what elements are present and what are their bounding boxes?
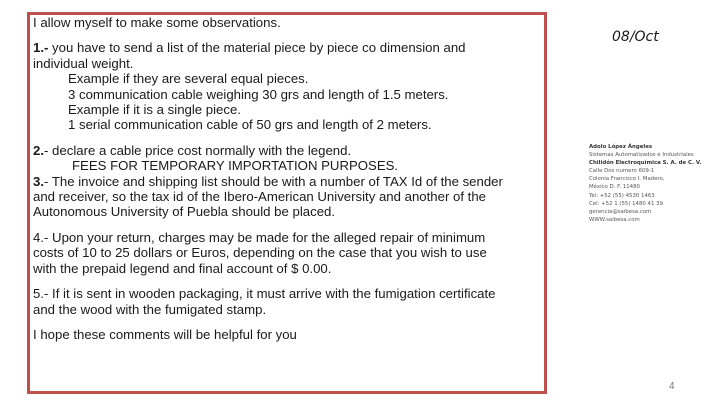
card-name: Adolo López Ángeles <box>589 144 653 150</box>
item-3-number: 3. <box>33 173 44 189</box>
card-website: WWW.saibesa.com <box>589 216 640 223</box>
item-2-legend: FEES FOR TEMPORARY IMPORTATION PURPOSES. <box>72 158 399 174</box>
document-body <box>33 15 553 342</box>
item-5-line-2: and the wood with the fumigated stamp. <box>33 301 267 317</box>
item-4-line-3: with the prepaid legend and final account of $ 0.00. <box>33 260 332 276</box>
card-line: Colonia Francisco I. Madero, <box>589 176 665 183</box>
item-1-text: you have to send a list of the material piece by piece co dimension and <box>48 40 466 56</box>
card-email: gerencia@saibesa.com <box>589 208 652 215</box>
item-3-line-1 <box>33 174 553 189</box>
item-1-line-2: individual weight. <box>33 55 134 71</box>
intro-line: I allow myself to make some observations. <box>33 15 281 30</box>
closing-line: I hope these comments will be helpful for you <box>33 326 297 342</box>
item-2-number: 2. <box>33 142 44 158</box>
item-3-text: - The invoice and shipping list should be with a number of TAX Id of the sender <box>44 173 503 189</box>
card-line: Sistemas Automatizados e Industriales <box>589 152 694 159</box>
card-line: Calle Dos numero 609-1 <box>589 168 655 175</box>
item-2-line <box>33 143 553 158</box>
item-1-example-1: Example if they are several equal pieces. <box>68 71 309 87</box>
item-4-line-2: costs of 10 to 25 dollars or Euros, depending on the case that you wish to use <box>33 245 487 261</box>
item-2-text: - declare a cable price cost normally with the legend. <box>44 142 352 158</box>
card-company: Chilidón Electroquímica S. A. de C. V. <box>589 160 702 167</box>
item-3-line-3: Autonomous University of Puebla should be placed. <box>33 204 336 220</box>
item-1-example-1-detail: 3 communication cable weighing 30 grs and length of 1.5 meters. <box>68 86 449 102</box>
item-1-line-1 <box>33 40 553 55</box>
card-phone: Tel: +52 (55) 4530 1463 <box>589 192 655 199</box>
business-card <box>589 143 702 224</box>
page-number: 4 <box>669 381 675 392</box>
card-line: México D. F. 11480 <box>589 184 640 191</box>
item-5-line-1: 5.- If it is sent in wooden packaging, it must arrive with the fumigation certificate <box>33 286 496 302</box>
item-1-number: 1.- <box>33 40 49 56</box>
item-1-example-2: Example if it is a single piece. <box>68 102 241 118</box>
date-label: 08/Oct <box>612 29 659 45</box>
item-4-line-1: 4.- Upon your return, charges may be made for the alleged repair of minimum <box>33 229 486 245</box>
card-mobile: Cel: +52 1 (55) 1480 41 39 <box>589 200 663 207</box>
item-3-line-2: and receiver, so the tax id of the Ibero-American University and another of the <box>33 189 487 205</box>
item-1-example-2-detail: 1 serial communication cable of 50 grs and length of 2 meters. <box>68 117 432 133</box>
